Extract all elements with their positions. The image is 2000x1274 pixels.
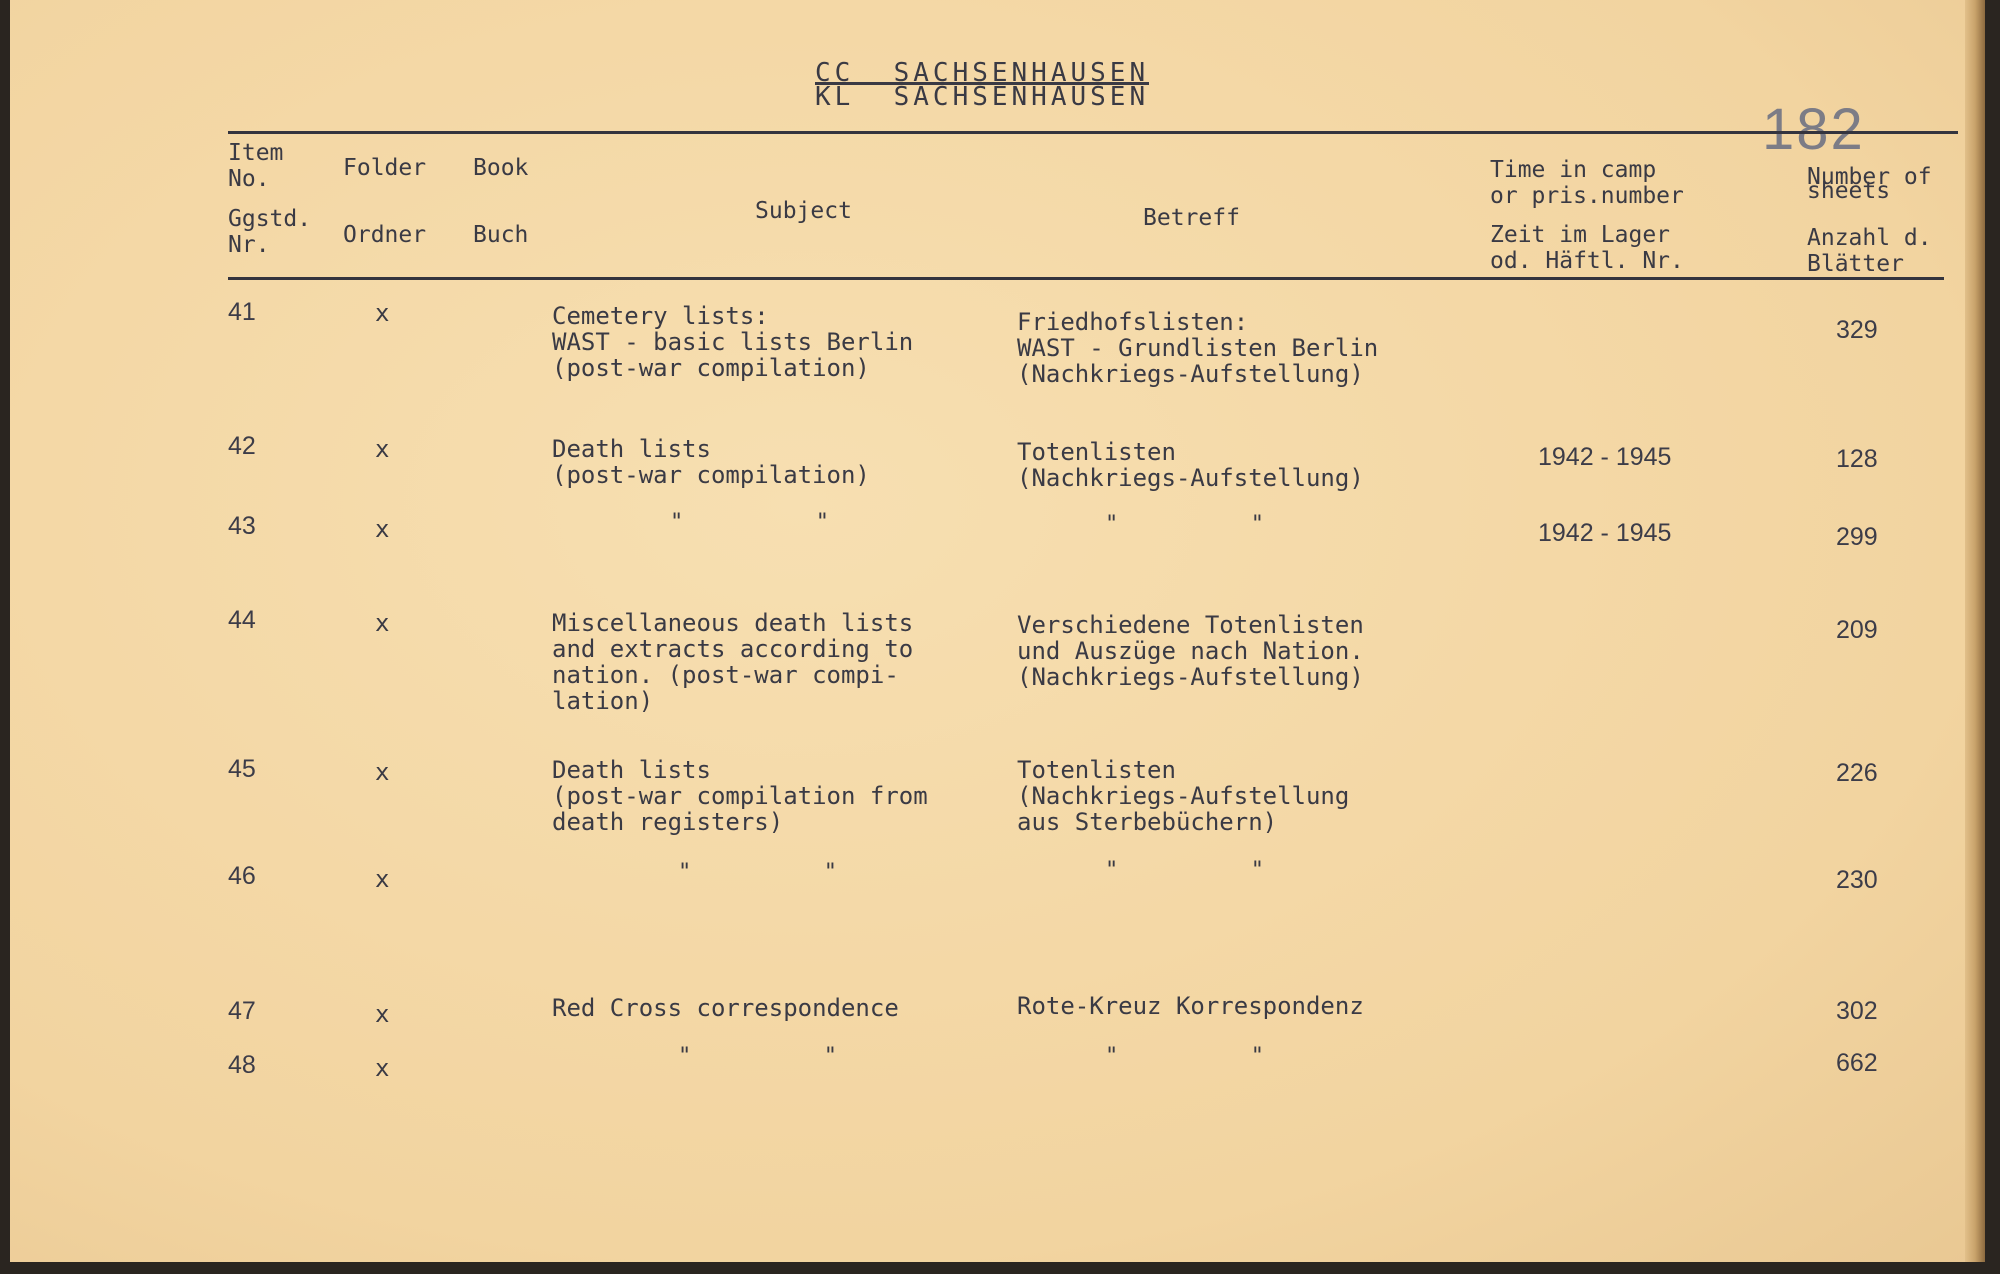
header-bottom-rule (228, 277, 1944, 280)
row-48-sheets: 662 (1836, 1049, 1878, 1077)
row-41-sheets: 329 (1836, 316, 1878, 344)
row-42-folder: x (375, 435, 390, 463)
page-number: 182 (1762, 97, 1865, 162)
row-42-item: 42 (228, 432, 256, 460)
row-41-item: 41 (228, 298, 256, 326)
row-45-folder: x (375, 758, 390, 786)
header-subject: Subject (755, 198, 852, 224)
row-44-subject: Miscellaneous death lists and extracts according to nation. (post-war compi- lation) (552, 609, 914, 715)
header-book-de: Buch (473, 222, 529, 248)
row-47-folder: x (375, 1000, 390, 1028)
row-42-time: 1942 - 1945 (1538, 443, 1672, 471)
row-41-folder: x (375, 299, 390, 327)
row-43-betreff-ditto: " " (1105, 512, 1264, 537)
row-46-item: 46 (228, 862, 256, 890)
header-folder-de: Ordner (343, 222, 427, 248)
row-48-betreff-ditto: " " (1105, 1044, 1264, 1069)
header-top-rule (228, 131, 1958, 134)
row-45-item: 45 (228, 755, 256, 783)
row-41-betreff: Friedhofslisten: WAST - Grundlisten Berlin (Nachkriegs-Aufstellung) (1017, 308, 1379, 388)
row-45-subject: Death lists (post-war compilation from death registers) (552, 756, 928, 836)
row-47-sheets: 302 (1836, 997, 1878, 1025)
row-44-item: 44 (228, 606, 256, 634)
header-book-en: Book (473, 155, 529, 181)
header-time-en: Time in camp or pris.number (1490, 157, 1684, 209)
header-sheets-de: Anzahl d. Blätter (1807, 225, 1932, 277)
row-43-sheets: 299 (1836, 523, 1878, 551)
row-43-folder: x (375, 515, 390, 543)
row-42-sheets: 128 (1836, 445, 1878, 473)
row-43-time: 1942 - 1945 (1538, 519, 1672, 547)
row-46-folder: x (375, 865, 390, 893)
header-time-de: Zeit im Lager od. Häftl. Nr. (1490, 222, 1684, 274)
row-42-subject: Death lists (post-war compilation) (552, 435, 870, 489)
row-44-folder: x (375, 609, 390, 637)
row-44-betreff: Verschiedene Totenlisten und Auszüge nach Nation. (Nachkriegs-Aufstellung) (1017, 611, 1364, 691)
row-48-subject-ditto: " " (678, 1044, 837, 1069)
row-44-sheets: 209 (1836, 616, 1878, 644)
row-48-item: 48 (228, 1051, 256, 1079)
title-line-2: KL SACHSENHAUSEN (815, 82, 1150, 112)
row-43-subject-ditto: " " (670, 510, 829, 535)
document-page (10, 0, 1985, 1262)
row-42-betreff: Totenlisten (Nachkriegs-Aufstellung) (1017, 438, 1364, 492)
header-betreff: Betreff (1143, 205, 1240, 231)
row-47-betreff: Rote-Kreuz Korrespondenz (1017, 992, 1364, 1020)
title-line-1: CC SACHSENHAUSEN (815, 58, 1150, 88)
row-46-subject-ditto: " " (678, 860, 837, 885)
row-46-betreff-ditto: " " (1105, 858, 1264, 883)
row-45-sheets: 226 (1836, 759, 1878, 787)
row-45-betreff: Totenlisten (Nachkriegs-Aufstellung aus Sterbebüchern) (1017, 756, 1350, 836)
row-43-item: 43 (228, 512, 256, 540)
row-41-subject: Cemetery lists: WAST - basic lists Berlin (post-war compilation) (552, 302, 914, 382)
header-sheets-en: Number of sheets (1807, 164, 1932, 204)
header-item-en: Item No. (228, 140, 284, 192)
header-item-de: Ggstd. Nr. (228, 206, 312, 258)
row-46-sheets: 230 (1836, 866, 1878, 894)
row-47-item: 47 (228, 997, 256, 1025)
page-edge (1965, 0, 1985, 1262)
row-47-subject: Red Cross correspondence (552, 994, 899, 1022)
row-48-folder: x (375, 1054, 390, 1082)
header-folder-en: Folder (343, 155, 427, 181)
